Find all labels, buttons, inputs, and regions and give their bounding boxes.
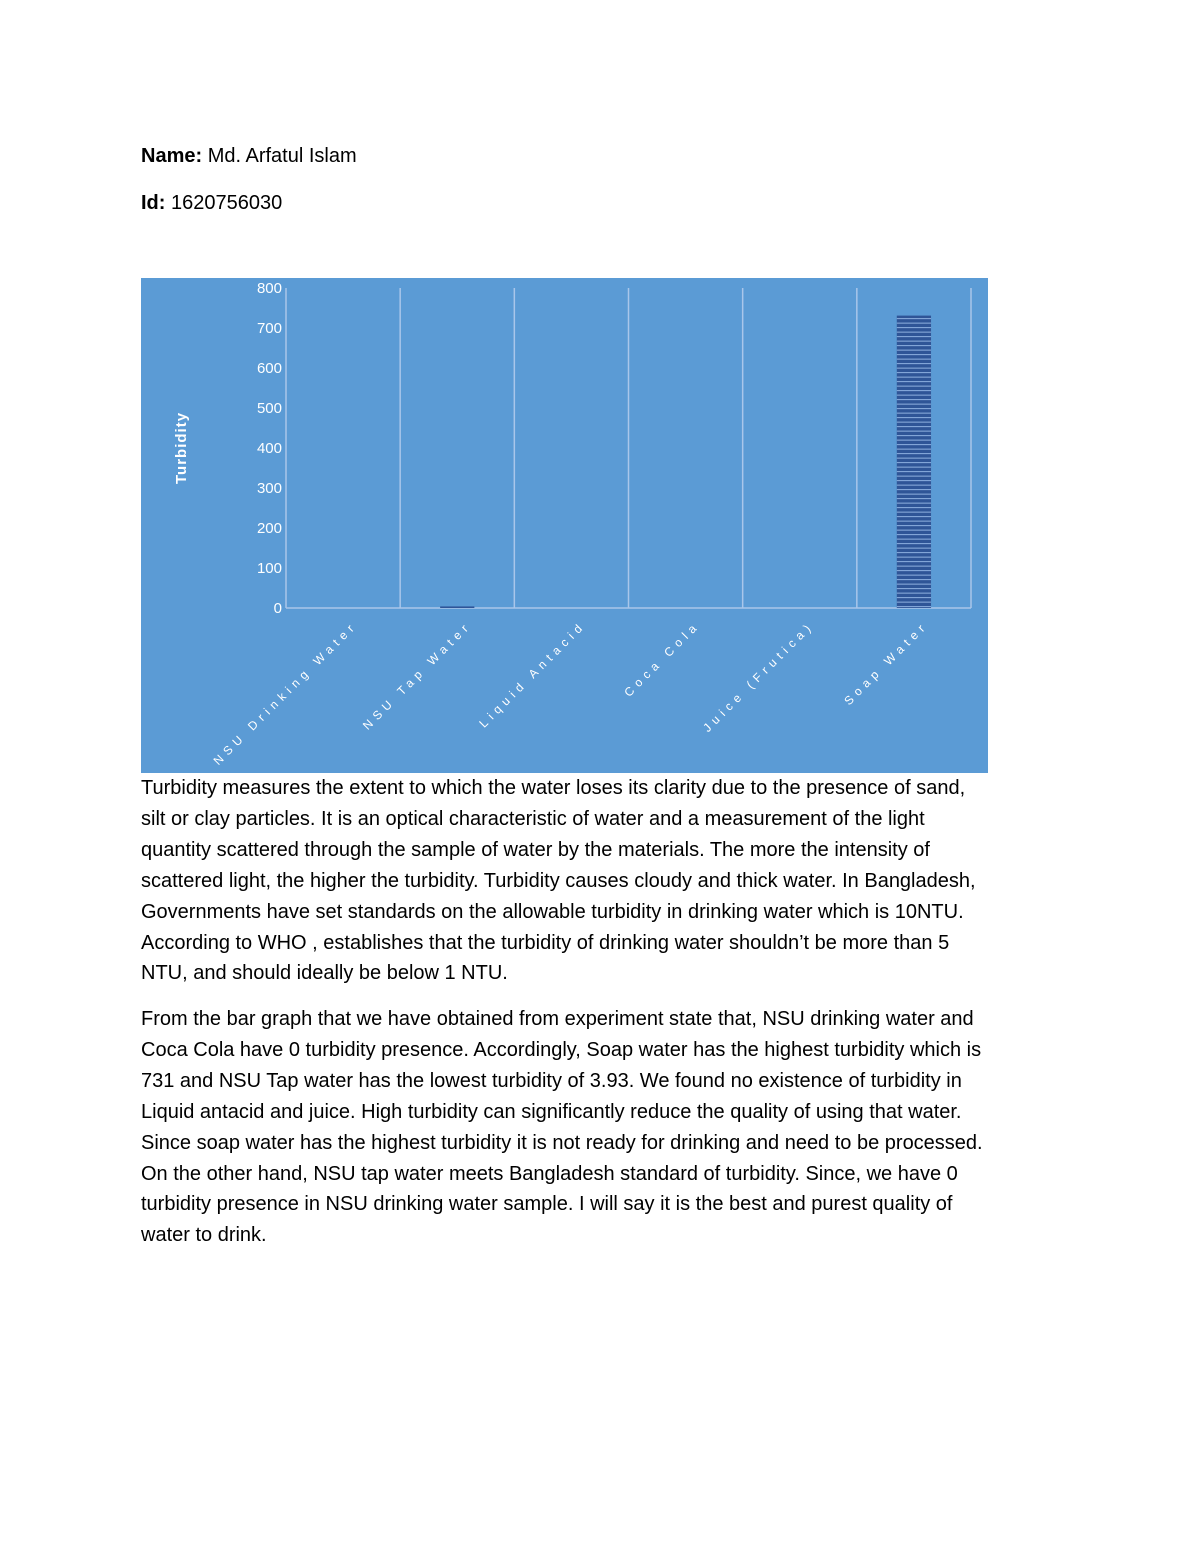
paragraph-line: NTU, and should ideally be below 1 NTU.	[141, 962, 508, 985]
y-tick-label: 200	[256, 520, 282, 537]
y-tick-label: 500	[256, 400, 282, 417]
name-value: Md. Arfatul Islam	[207, 145, 357, 167]
y-tick-label: 400	[256, 440, 282, 457]
x-category-label: NSU Tap Water	[360, 618, 475, 733]
paragraph-line: Governments have set standards on the allowable turbidity in drinking water which is 10NTU.	[141, 900, 964, 923]
paragraph-line: scattered light, the higher the turbidity. Turbidity causes cloudy and thick water. In Bangladesh,	[141, 869, 976, 892]
x-category-label: Juice (Frutica)	[700, 618, 817, 735]
paragraph-line: Liquid antacid and juice. High turbidity can significantly reduce the quality of using that water.	[141, 1100, 962, 1123]
y-tick-label: 100	[256, 560, 282, 577]
y-tick-label: 600	[256, 360, 282, 377]
paragraph-line: turbidity presence in NSU drinking water sample. I will say it is the best and purest quality of	[141, 1193, 953, 1216]
paragraph-line: 731 and NSU Tap water has the lowest turbidity of 3.93. We found no existence of turbidity in	[141, 1069, 962, 1092]
x-category-label: Coca Cola	[621, 618, 703, 700]
paragraph-line: Since soap water has the highest turbidity it is not ready for drinking and need to be processed.	[141, 1131, 983, 1154]
name-label: Name:	[141, 145, 203, 167]
turbidity-definition-paragraph	[141, 773, 1061, 989]
id-label: Id:	[141, 192, 166, 214]
student-name-line	[141, 144, 357, 168]
y-tick-label: 800	[256, 280, 282, 297]
y-tick-label: 0	[273, 600, 282, 617]
paragraph-line: From the bar graph that we have obtained from experiment state that, NSU drinking water and	[141, 1008, 974, 1030]
turbidity-bar-chart	[141, 278, 988, 773]
x-category-label: NSU Drinking Water	[210, 618, 361, 768]
chart-canvas	[141, 278, 988, 773]
paragraph-line: quantity scattered through the sample of water by the materials. The more the intensity of	[141, 838, 930, 861]
results-discussion-paragraph	[141, 1004, 1061, 1251]
paragraph-line: silt or clay particles. It is an optical characteristic of water and a measurement of the light	[141, 807, 925, 830]
y-tick-label: 700	[256, 320, 282, 337]
id-value: 1620756030	[171, 192, 283, 214]
x-category-label: Liquid Antacid	[476, 618, 589, 731]
bar	[440, 606, 474, 608]
paragraph-line: Turbidity measures the extent to which the water loses its clarity due to the presence of sand,	[141, 777, 966, 799]
student-id-line	[141, 191, 282, 215]
x-category-label: Soap Water	[841, 618, 932, 708]
paragraph-line: On the other hand, NSU tap water meets Bangladesh standard of turbidity. Since, we have 0	[141, 1162, 958, 1185]
paragraph-line: water to drink.	[141, 1224, 267, 1247]
paragraph-line: According to WHO , establishes that the turbidity of drinking water shouldn’t be more than 5	[141, 931, 950, 954]
y-axis-title: Turbidity	[173, 411, 190, 485]
paragraph-line: Coca Cola have 0 turbidity presence. Accordingly, Soap water has the highest turbidity which is	[141, 1038, 982, 1061]
y-tick-label: 300	[256, 480, 282, 497]
